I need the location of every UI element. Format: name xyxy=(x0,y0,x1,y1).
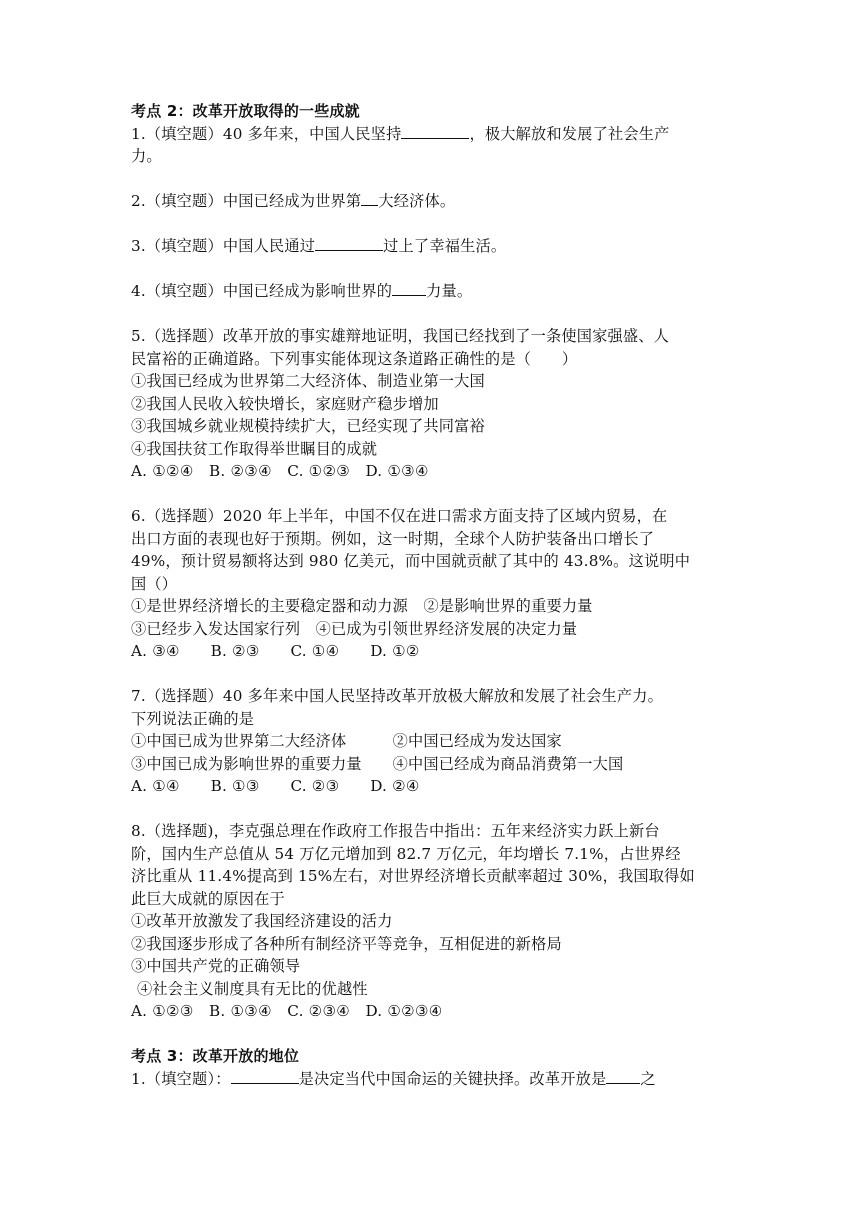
option-statement: ③已经步入发达国家行列 ④已成为引领世界经济发展的决定力量 xyxy=(131,619,578,638)
question-text: 1.（填空题）： xyxy=(131,1069,231,1088)
question-text: 阶，国内生产总值从 54 万亿元增加到 82.7 万亿元，年均增长 7.1%，占世界经 xyxy=(131,844,681,863)
option-statement: ②我国人民收入较快增长，家庭财产稳步增加 xyxy=(131,394,439,413)
question-text: 力量。 xyxy=(426,282,473,300)
answer-blank[interactable] xyxy=(401,123,469,139)
question-text: 1.（填空题）40 多年来，中国人民坚持 xyxy=(131,124,402,143)
question-text: 之 xyxy=(640,1069,656,1088)
section-heading: 考点 3：改革开放的地位 xyxy=(131,1047,300,1065)
question-7 xyxy=(131,685,741,798)
question-text: 此巨大成就的原因在于 xyxy=(131,889,285,908)
option-statement: ③中国共产党的正确领导 xyxy=(131,957,301,975)
option-statement: ③我国城乡就业规模持续扩大，已经实现了共同富裕 xyxy=(131,417,485,435)
answer-blank[interactable] xyxy=(231,1068,299,1084)
answer-choices: A. ③④ B. ②③ C. ①④ D. ①② xyxy=(131,642,420,660)
question-text: 大经济体。 xyxy=(378,192,456,210)
question-1-continuation: 力。 xyxy=(131,147,162,165)
question-text: 国（） xyxy=(131,574,178,593)
question-text: 4.（填空题）中国已经成为影响世界的 xyxy=(131,282,393,300)
option-statement: ②我国逐步形成了各种所有制经济平等竞争，互相促进的新格局 xyxy=(131,934,562,953)
question-text: 2.（填空题）中国已经成为世界第 xyxy=(131,192,362,210)
question-6 xyxy=(131,505,741,663)
question-5 xyxy=(131,325,741,483)
question-text: 是决定当代中国命运的关键抉择。改革开放是 xyxy=(298,1069,607,1088)
question-3 xyxy=(131,235,741,258)
option-statement: ①中国已成为世界第二大经济体 ②中国已经成为发达国家 xyxy=(131,732,562,750)
question-text: 济比重从 11.4%提高到 15%左右，对世界经济增长贡献率超过 30%，我国取得如 xyxy=(131,867,695,885)
option-statement: ①改革开放激发了我国经济建设的活力 xyxy=(131,912,393,930)
question-text: 下列说法正确的是 xyxy=(131,709,255,728)
option-statement: ④社会主义制度具有无比的优越性 xyxy=(137,979,368,998)
question-4 xyxy=(131,280,741,303)
question-text: ，极大解放和发展了社会生产 xyxy=(469,124,670,143)
question-1 xyxy=(131,123,741,146)
question-text: 6.（选择题）2020 年上半年，中国不仅在进口需求方面支持了区域内贸易，在 xyxy=(131,507,668,525)
answer-blank[interactable] xyxy=(361,190,378,206)
option-statement: ④我国扶贫工作取得举世瞩目的成就 xyxy=(131,439,378,458)
question-text: 出口方面的表现也好于预期。例如，这一时期，全球个人防护装备出口增长了 xyxy=(131,529,655,548)
section-heading: 考点 2：改革开放取得的一些成就 xyxy=(131,102,360,120)
answer-blank[interactable] xyxy=(315,235,383,251)
question-text: 8.（选择题)，李克强总理在作政府工作报告中指出：五年来经济实力跃上新台 xyxy=(131,822,660,840)
question-text: 民富裕的正确道路。下列事实能体现这条道路正确性的是（ ） xyxy=(131,349,578,368)
option-statement: ①是世界经济增长的主要稳定器和动力源 ②是影响世界的重要力量 xyxy=(131,597,593,615)
question-text: 7.（选择题）40 多年来中国人民坚持改革开放极大解放和发展了社会生产力。 xyxy=(131,687,664,705)
question-text: 5.（选择题）改革开放的事实雄辩地证明，我国已经找到了一条使国家强盛、人 xyxy=(131,327,670,345)
option-statement: ③中国已成为影响世界的重要力量 ④中国已经成为商品消费第一大国 xyxy=(131,754,624,773)
option-statement: ①我国已经成为世界第二大经济体、制造业第一大国 xyxy=(131,372,485,390)
question-2 xyxy=(131,190,741,213)
answer-choices: A. ①②③ B. ①③④ C. ②③④ D. ①②③④ xyxy=(131,1002,443,1020)
question-text: 3.（填空题）中国人民通过 xyxy=(131,237,316,255)
question-text: 49%，预计贸易额将达到 980 亿美元，而中国就贡献了其中的 43.8%。这说明中 xyxy=(131,552,691,570)
answer-choices: A. ①④ B. ①③ C. ②③ D. ②④ xyxy=(131,777,420,795)
question-text: 过上了幸福生活。 xyxy=(383,237,507,255)
answer-blank[interactable] xyxy=(606,1068,640,1084)
document-page xyxy=(131,100,741,1090)
question-1 xyxy=(131,1068,741,1091)
answer-blank[interactable] xyxy=(392,280,426,296)
question-8 xyxy=(131,820,741,1023)
answer-choices: A. ①②④ B. ②③④ C. ①②③ D. ①③④ xyxy=(131,462,429,480)
